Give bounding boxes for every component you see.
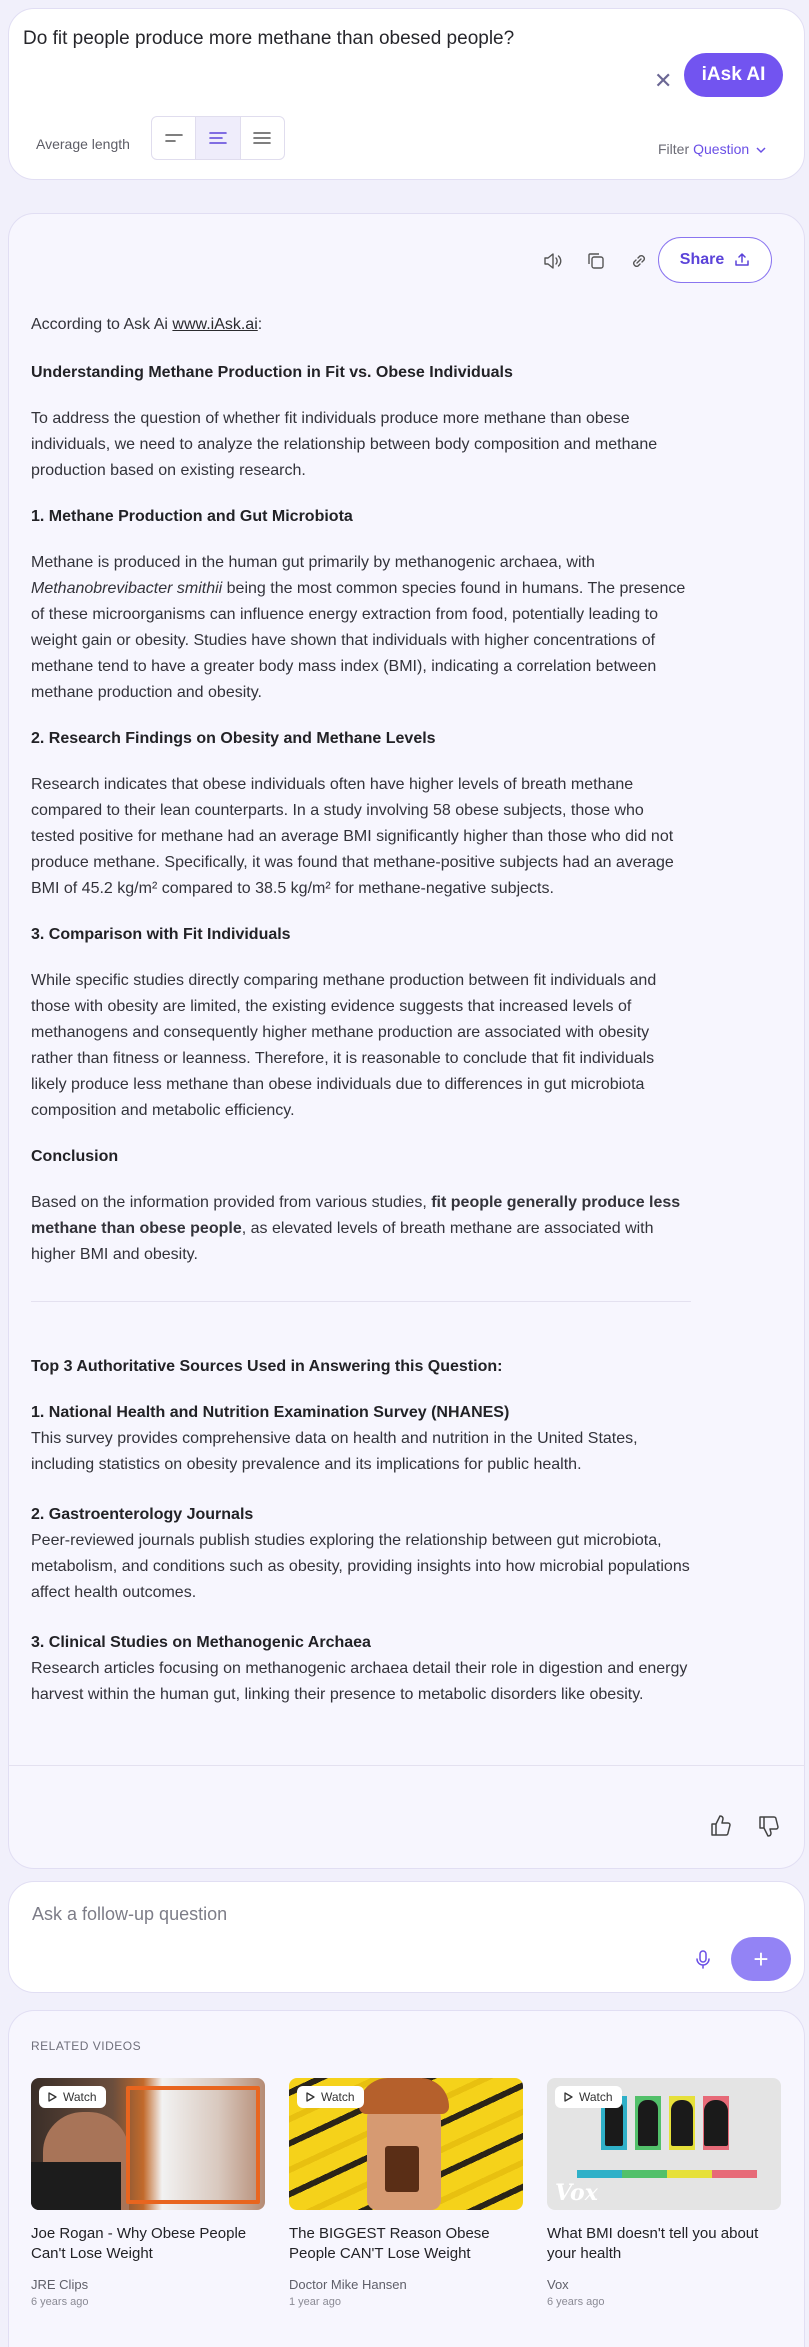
video-card[interactable] — [31, 2078, 265, 2308]
search-query[interactable]: Do fit people produce more methane than obesed people? — [23, 28, 515, 49]
source-title: 2. Gastroenterology Journals — [31, 1506, 254, 1523]
filter-label: Filter — [658, 141, 690, 157]
intro-suffix: : — [257, 316, 263, 333]
play-icon — [304, 2091, 316, 2103]
section-text: While specific studies directly comparing methane production between fit individuals and those with obesity are limited, the existing evidence suggests that increased levels of methanogens and consequently higher methane production are associated with obesity rather than fitness or leanness. Therefore, it is reasonable to conclude that fit individuals likely produce less methane than obese individuals due to differences in gut microbiota composition and metabolic efficiency. — [31, 972, 657, 1119]
share-button[interactable] — [658, 237, 772, 283]
video-card[interactable] — [289, 2078, 523, 2308]
watch-button[interactable] — [555, 2086, 622, 2108]
chevron-down-icon — [756, 146, 766, 154]
video-date: 1 year ago — [289, 2296, 341, 2308]
intro-prefix: According to Ask Ai — [31, 316, 173, 333]
length-short-button[interactable] — [152, 117, 196, 159]
share-label: Share — [679, 251, 725, 268]
watch-label: Watch — [579, 2090, 613, 2104]
length-average-button[interactable] — [196, 117, 240, 159]
section-title: 1. Methane Production and Gut Microbiota — [31, 508, 353, 525]
play-icon — [562, 2091, 574, 2103]
ask-ai-button[interactable]: iAsk AI — [684, 53, 783, 97]
section-title: 3. Comparison with Fit Individuals — [31, 926, 291, 943]
length-long-button[interactable] — [241, 117, 284, 159]
watch-button[interactable] — [39, 2086, 106, 2108]
video-card[interactable] — [547, 2078, 781, 2308]
conclusion-bold: fit people generally produce less methane than obese people — [31, 1194, 681, 1237]
species-name: Methanobrevibacter smithii — [31, 580, 223, 597]
thumbs-up-icon[interactable] — [708, 1813, 734, 1839]
vox-logo: Vox — [555, 2180, 598, 2206]
average-lines-icon — [208, 130, 228, 146]
s1-text-b: being the most common species found in humans. The presence of these microorganisms can influence energy extraction from food, potentially leading to weight gain or obesity. Studies have shown that individuals with higher concentrations of methane tend to have a greater body mass index (BMI), indicating a correlation between methane production and obesity. — [31, 580, 686, 701]
video-thumbnail[interactable] — [289, 2078, 523, 2210]
iask-link[interactable]: www.iAsk.ai — [172, 316, 258, 333]
follow-up-card — [8, 1881, 805, 1993]
video-date: 6 years ago — [547, 2296, 605, 2308]
conclusion-title: Conclusion — [31, 1148, 119, 1165]
conclusion-a: Based on the information provided from various studies, — [31, 1194, 432, 1211]
play-icon — [46, 2091, 58, 2103]
source-desc: Peer-reviewed journals publish studies exploring the relationship between gut microbiota, metabolism, and conditions such as obesity, providing insights into how microbial populations affect health outcomes. — [31, 1532, 690, 1601]
related-videos-title: RELATED VIDEOS — [31, 2039, 142, 2053]
video-date: 6 years ago — [31, 2296, 89, 2308]
filter-value: Question — [693, 141, 750, 157]
source-title: 3. Clinical Studies on Methanogenic Archaea — [31, 1634, 371, 1651]
watch-button[interactable] — [297, 2086, 364, 2108]
conclusion-b: , as elevated levels of breath methane are associated with higher BMI and obesity. — [31, 1220, 654, 1263]
watch-label: Watch — [321, 2090, 355, 2104]
watch-label: Watch — [63, 2090, 97, 2104]
source-desc: This survey provides comprehensive data on health and nutrition in the United States, including statistics on obesity prevalence and its implications for public health. — [31, 1430, 638, 1473]
source-desc: Research articles focusing on methanogenic archaea detail their role in digestion and energy harvest within the human gut, linking their presence to metabolic disorders like obesity. — [31, 1660, 688, 1703]
video-title[interactable]: The BIGGEST Reason Obese People CAN'T Lose Weight — [289, 2225, 490, 2262]
video-title[interactable]: What BMI doesn't tell you about your health — [547, 2225, 759, 2262]
length-selector — [151, 116, 285, 160]
section-text — [31, 550, 691, 706]
answer-intro — [31, 312, 691, 338]
answer-heading: Understanding Methane Production in Fit vs. Obese Individuals — [31, 364, 513, 381]
filter-dropdown[interactable] — [658, 141, 766, 157]
copy-icon[interactable] — [585, 250, 607, 272]
add-button[interactable] — [731, 1937, 791, 1981]
feedback-divider — [8, 1765, 805, 1766]
sources-heading: Top 3 Authoritative Sources Used in Answering this Question: — [31, 1358, 503, 1375]
conclusion-text — [31, 1190, 691, 1268]
video-channel: Doctor Mike Hansen — [289, 2277, 407, 2292]
section-text: Research indicates that obese individuals often have higher levels of breath methane compared to their lean counterparts. In a study involving 58 obese subjects, those who tested positive for methane had an average BMI significantly higher than those who did not produce methane. Specifically, it was found that methane-positive subjects had an average BMI of 45.2 kg/m² compared to 38.5 kg/m² for methane-negative subjects. — [31, 776, 674, 897]
answer-paragraph: To address the question of whether fit individuals produce more methane than obese individuals, we need to analyze the relationship between body composition and methane production based on existing research. — [31, 410, 658, 479]
microphone-icon[interactable] — [692, 1948, 714, 1970]
s1-text-a: Methane is produced in the human gut primarily by methanogenic archaea, with — [31, 554, 595, 571]
short-lines-icon — [164, 131, 184, 145]
video-thumbnail[interactable] — [547, 2078, 781, 2210]
link-icon[interactable] — [628, 250, 650, 272]
length-label: Average length — [36, 136, 130, 152]
answer-content — [31, 312, 691, 1732]
speaker-icon[interactable] — [541, 250, 563, 272]
long-lines-icon — [252, 130, 272, 146]
thumbs-down-icon[interactable] — [756, 1813, 782, 1839]
follow-up-input[interactable]: Ask a follow-up question — [32, 1904, 228, 1924]
video-channel: Vox — [547, 2277, 569, 2292]
video-thumbnail[interactable] — [31, 2078, 265, 2210]
close-icon[interactable]: ✕ — [654, 68, 673, 93]
section-title: 2. Research Findings on Obesity and Methane Levels — [31, 730, 436, 747]
divider — [31, 1301, 691, 1302]
video-channel: JRE Clips — [31, 2277, 89, 2292]
video-title[interactable]: Joe Rogan - Why Obese People Can't Lose Weight — [31, 2225, 247, 2262]
share-upload-icon — [734, 252, 750, 268]
source-title: 1. National Health and Nutrition Examination Survey (NHANES) — [31, 1404, 510, 1421]
plus-icon: + — [753, 1943, 769, 1974]
